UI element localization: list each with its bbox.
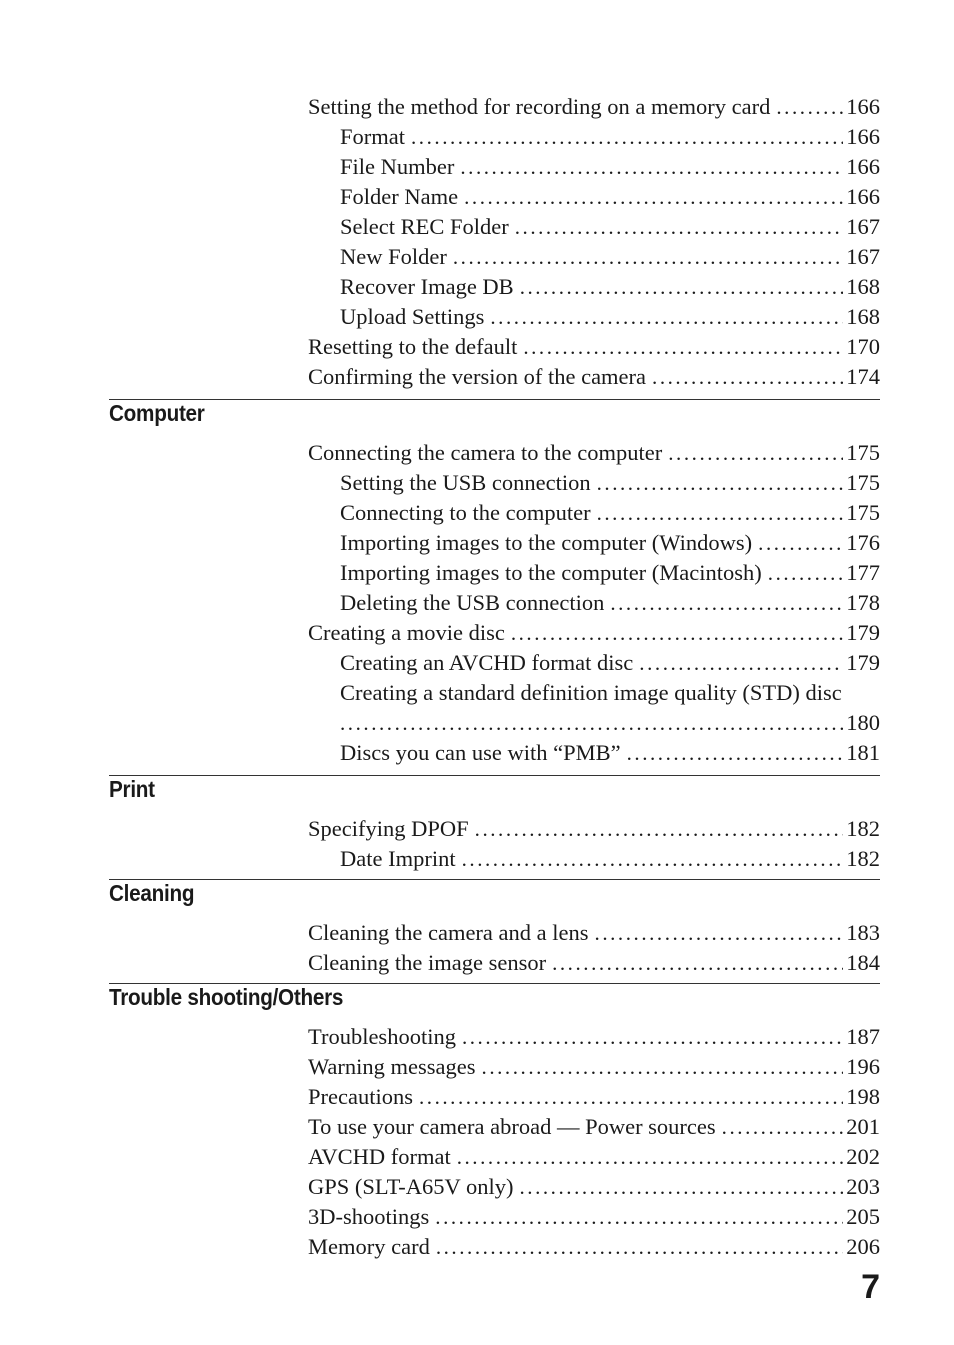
- toc-entry[interactable]: [308, 152, 880, 182]
- dot-leader: [758, 528, 843, 558]
- dot-leader: [475, 814, 844, 844]
- toc-entry-page: 182: [846, 816, 880, 841]
- toc-entry-page: 175: [846, 440, 880, 465]
- section-heading-print: Print: [109, 776, 155, 802]
- toc-entry-page: 177: [846, 560, 880, 585]
- toc-entry[interactable]: [308, 242, 880, 272]
- toc-entry-label: Confirming the version of the camera: [308, 364, 647, 389]
- toc-entry-page: 166: [846, 124, 880, 149]
- dot-leader: [435, 1202, 843, 1232]
- toc-entry-page: 196: [846, 1054, 880, 1079]
- toc-entry[interactable]: [308, 648, 880, 678]
- toc-entry-page: 187: [846, 1024, 880, 1049]
- dot-leader: [520, 272, 844, 302]
- toc-entry-label: File Number: [340, 154, 455, 179]
- toc-entry-label: Creating a standard definition image quality (STD) disc: [340, 680, 842, 705]
- toc-entry[interactable]: [308, 122, 880, 152]
- toc-entry-page: 167: [846, 244, 880, 269]
- dot-leader: [464, 182, 843, 212]
- section-rule: [109, 879, 880, 880]
- toc-entry[interactable]: [308, 1082, 880, 1112]
- toc-entry-page: 168: [846, 304, 880, 329]
- toc-entry-page: 179: [846, 620, 880, 645]
- toc-entry-label: Discs you can use with “PMB”: [340, 740, 621, 765]
- dot-leader: [610, 588, 843, 618]
- toc-entry-page: 166: [846, 94, 880, 119]
- dot-leader: [419, 1082, 843, 1112]
- toc-entry[interactable]: [308, 1112, 880, 1142]
- toc-entry[interactable]: [308, 302, 880, 332]
- toc-entry-continuation[interactable]: [308, 708, 880, 738]
- toc-entry[interactable]: [308, 738, 880, 768]
- dot-leader: [460, 152, 843, 182]
- toc-entry[interactable]: [308, 1052, 880, 1082]
- toc-entry-page: 198: [846, 1084, 880, 1109]
- toc-entry-label: Troubleshooting: [308, 1024, 456, 1049]
- dot-leader: [768, 558, 843, 588]
- toc-entry-label: Connecting to the computer: [340, 500, 591, 525]
- toc-entry-label: Memory card: [308, 1234, 430, 1259]
- toc-block-top: [308, 92, 880, 392]
- section-heading-computer: Computer: [109, 400, 205, 426]
- dot-leader: [482, 1052, 844, 1082]
- toc-entry-label: Precautions: [308, 1084, 413, 1109]
- toc-entry-label: Setting the USB connection: [340, 470, 591, 495]
- toc-entry[interactable]: [308, 588, 880, 618]
- toc-block-computer: [308, 438, 880, 768]
- toc-entry-label: To use your camera abroad — Power sources: [308, 1114, 716, 1139]
- toc-entry-page: 181: [846, 740, 880, 765]
- toc-entry[interactable]: [308, 438, 880, 468]
- section-heading-trouble-shooting: Trouble shooting/Others: [109, 984, 344, 1010]
- toc-entry-page: 178: [846, 590, 880, 615]
- toc-block-trouble-shooting: [308, 1022, 880, 1262]
- dot-leader: [595, 918, 844, 948]
- toc-entry-page: 166: [846, 184, 880, 209]
- dot-leader: [627, 738, 844, 768]
- dot-leader: [515, 212, 844, 242]
- toc-entry-page: 180: [846, 710, 880, 735]
- toc-entry[interactable]: [308, 1202, 880, 1232]
- dot-leader: [457, 1142, 844, 1172]
- toc-entry-page: 179: [846, 650, 880, 675]
- toc-entry-label: Setting the method for recording on a memory card: [308, 94, 771, 119]
- toc-entry-label: Creating an AVCHD format disc: [340, 650, 634, 675]
- toc-entry[interactable]: [308, 1232, 880, 1262]
- toc-entry[interactable]: [308, 1142, 880, 1172]
- toc-entry-label: 3D-shootings: [308, 1204, 430, 1229]
- dot-leader: [652, 362, 843, 392]
- toc-entry-label: Date Imprint: [340, 846, 456, 871]
- toc-entry[interactable]: [308, 332, 880, 362]
- toc-entry-label: Warning messages: [308, 1054, 476, 1079]
- toc-entry-page: 205: [846, 1204, 880, 1229]
- dot-leader: [511, 618, 843, 648]
- toc-block-print: [308, 814, 880, 874]
- toc-entry-label: Specifying DPOF: [308, 816, 469, 841]
- toc-entry[interactable]: [308, 618, 880, 648]
- dot-leader: [462, 1022, 843, 1052]
- toc-entry-label: Folder Name: [340, 184, 459, 209]
- toc-entry-label: Cleaning the camera and a lens: [308, 920, 589, 945]
- dot-leader: [597, 468, 844, 498]
- toc-entry-page: 206: [846, 1234, 880, 1259]
- toc-entry-label: Importing images to the computer (Macintosh): [340, 560, 762, 585]
- section-rule: [109, 775, 880, 776]
- toc-entry-page: 176: [846, 530, 880, 555]
- toc-entry[interactable]: [308, 1022, 880, 1052]
- dot-leader: [519, 1172, 843, 1202]
- toc-entry-label: Creating a movie disc: [308, 620, 505, 645]
- toc-entry-page: 201: [846, 1114, 880, 1139]
- toc-entry-page: 182: [846, 846, 880, 871]
- toc-entry-label: AVCHD format: [308, 1144, 451, 1169]
- toc-entry-label: Format: [340, 124, 405, 149]
- toc-entry-label: Resetting to the default: [308, 334, 518, 359]
- dot-leader: [453, 242, 843, 272]
- toc-entry[interactable]: [308, 272, 880, 302]
- dot-leader: [523, 332, 843, 362]
- toc-entry-page: 168: [846, 274, 880, 299]
- toc-entry[interactable]: [308, 678, 880, 708]
- toc-entry[interactable]: [308, 182, 880, 212]
- dot-leader: [668, 438, 843, 468]
- toc-entry-label: Select REC Folder: [340, 214, 509, 239]
- toc-entry[interactable]: [308, 948, 880, 978]
- toc-entry-label: Upload Settings: [340, 304, 485, 329]
- toc-entry[interactable]: [308, 558, 880, 588]
- toc-entry[interactable]: [308, 844, 880, 874]
- dot-leader: [462, 844, 844, 874]
- dot-leader: [597, 498, 844, 528]
- toc-entry-label: New Folder: [340, 244, 447, 269]
- dot-leader: [722, 1112, 844, 1142]
- toc-entry-page: 184: [846, 950, 880, 975]
- toc-entry-label: Cleaning the image sensor: [308, 950, 547, 975]
- toc-entry-page: 175: [846, 500, 880, 525]
- dot-leader: [340, 708, 843, 738]
- toc-entry-page: 175: [846, 470, 880, 495]
- toc-entry-label: GPS (SLT-A65V only): [308, 1174, 514, 1199]
- toc-entry[interactable]: [308, 814, 880, 844]
- dot-leader: [436, 1232, 843, 1262]
- toc-entry[interactable]: [308, 498, 880, 528]
- toc-entry-page: 170: [846, 334, 880, 359]
- section-heading-cleaning: Cleaning: [109, 880, 195, 906]
- toc-entry[interactable]: [308, 528, 880, 558]
- toc-entry[interactable]: [308, 1172, 880, 1202]
- page-number: 7: [861, 1268, 880, 1306]
- dot-leader: [490, 302, 843, 332]
- toc-entry-page: 203: [846, 1174, 880, 1199]
- toc-entry-page: 183: [846, 920, 880, 945]
- toc-block-cleaning: [308, 918, 880, 978]
- toc-entry-label: Importing images to the computer (Windows): [340, 530, 753, 555]
- dot-leader: [639, 648, 843, 678]
- toc-entry-page: 167: [846, 214, 880, 239]
- toc-entry-page: 202: [846, 1144, 880, 1169]
- toc-entry-label: Deleting the USB connection: [340, 590, 605, 615]
- toc-entry[interactable]: [308, 92, 880, 122]
- dot-leader: [411, 122, 843, 152]
- toc-entry[interactable]: [308, 918, 880, 948]
- dot-leader: [552, 948, 843, 978]
- toc-entry-label: Recover Image DB: [340, 274, 514, 299]
- toc-entry[interactable]: [308, 362, 880, 392]
- dot-leader: [776, 92, 843, 122]
- section-rule: [109, 399, 880, 400]
- toc-entry-label: Connecting the camera to the computer: [308, 440, 663, 465]
- toc-entry[interactable]: [308, 468, 880, 498]
- toc-entry-page: 166: [846, 154, 880, 179]
- toc-entry[interactable]: [308, 212, 880, 242]
- toc-entry-page: 174: [846, 364, 880, 389]
